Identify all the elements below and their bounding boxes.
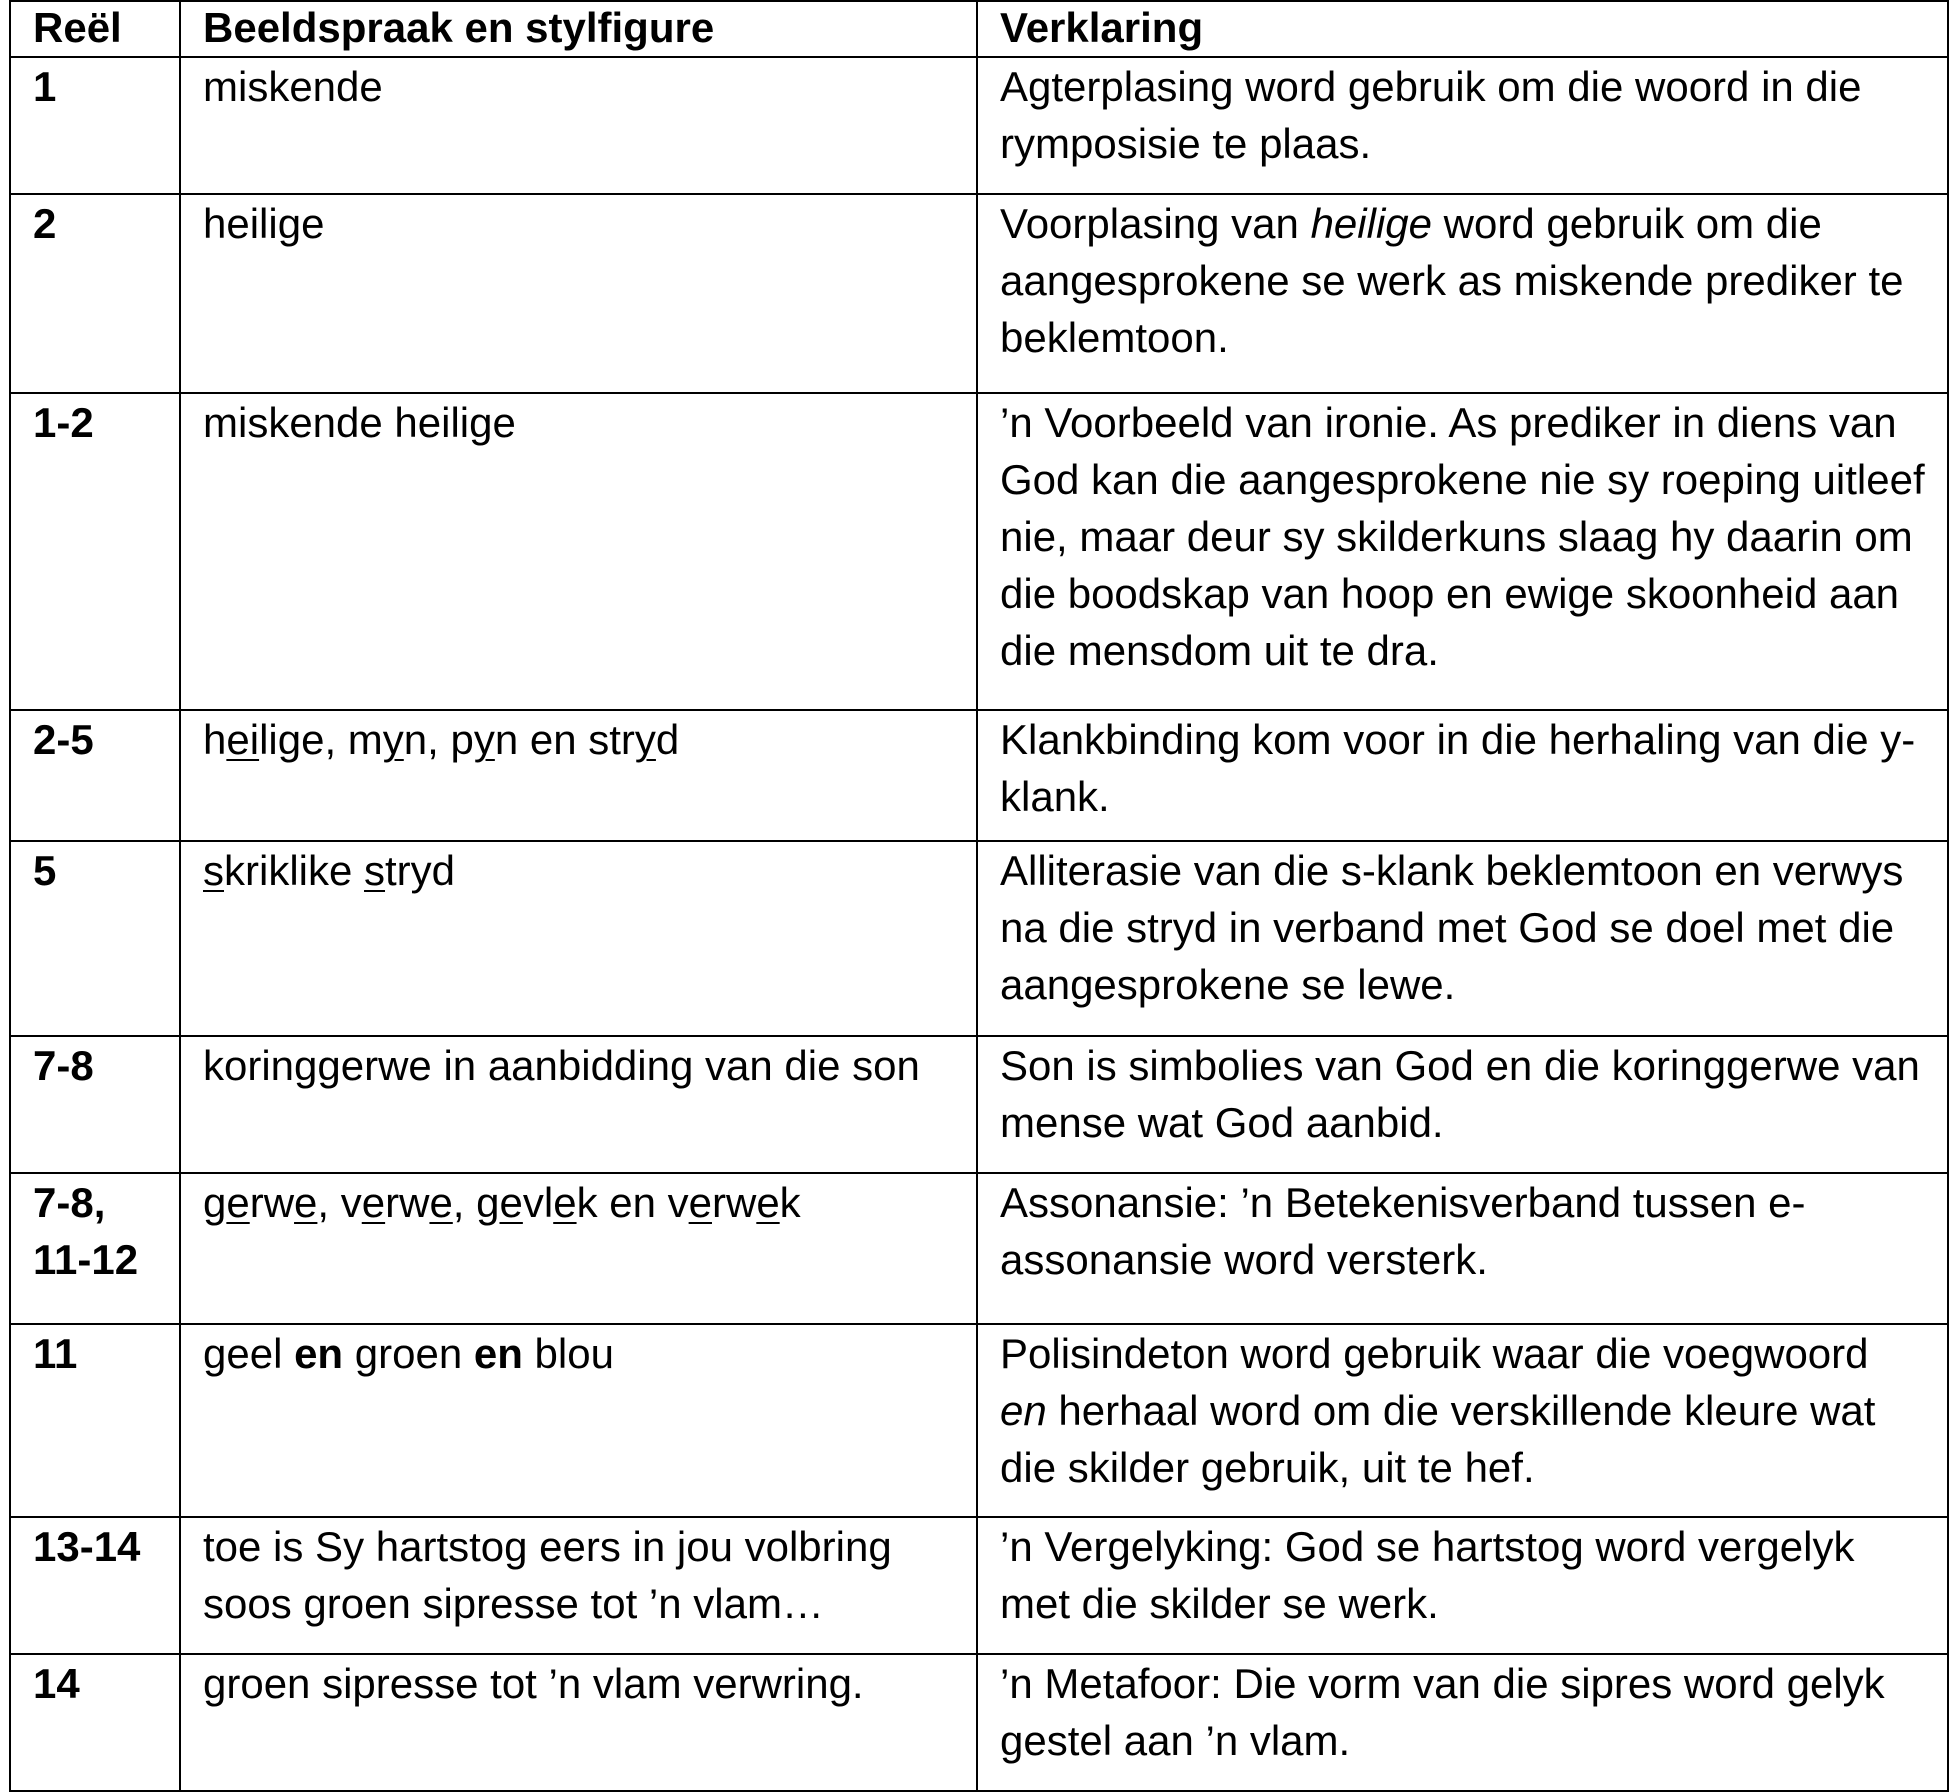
figure-underline: e [294, 1179, 318, 1226]
figure-cell: miskende heilige [180, 393, 977, 710]
table-row [10, 1324, 1948, 1517]
explanation-cell: Agterplasing word gebruik om die woord in die rymposisie te plaas. [977, 57, 1948, 194]
figure-underline: e [429, 1179, 453, 1226]
figure-text: str [588, 716, 635, 763]
table-row [10, 1517, 1948, 1654]
figure-text: , g [452, 1179, 500, 1226]
figure-underline: e [688, 1179, 712, 1226]
figure-cell: heilige [180, 194, 977, 393]
table-row [10, 194, 1948, 393]
figure-text: groen [343, 1330, 474, 1377]
table-row [10, 1036, 1948, 1173]
figure-underline: e [499, 1179, 523, 1226]
table-row [10, 393, 1948, 710]
figure-underline: e [553, 1179, 577, 1226]
explanation-cell [977, 1324, 1948, 1517]
figure-text: rw [385, 1179, 430, 1226]
stylistic-devices-table [9, 0, 1949, 1792]
figure-text: p [450, 716, 474, 763]
explanation-text: Voorplasing van [1000, 200, 1311, 247]
header-figure: Beeldspraak en stylfigure [180, 1, 977, 57]
line-number: 1 [10, 57, 180, 194]
table-row [10, 1654, 1948, 1791]
explanation-text: word gebruik om die aangesprokene se werk as miskende prediker te beklemtoon. [1000, 200, 1904, 361]
line-number: 1-2 [10, 393, 180, 710]
figure-underline: y [634, 716, 656, 763]
line-number: 11 [10, 1324, 180, 1517]
figure-cell [180, 1324, 977, 1517]
explanation-cell: Son is simbolies van God en die koringgerwe van mense wat God aanbid. [977, 1036, 1948, 1173]
explanation-cell [977, 194, 1948, 393]
figure-underline: s [364, 847, 386, 894]
figure-text: g [203, 1179, 227, 1226]
table-header-row [10, 1, 1948, 57]
line-number: 13-14 [10, 1517, 180, 1654]
line-number: 5 [10, 841, 180, 1036]
table-row [10, 841, 1948, 1036]
explanation-cell: Klankbinding kom voor in die herhaling van die y-klank. [977, 710, 1948, 841]
explanation-emphasis: heilige [1310, 200, 1432, 247]
line-number [10, 1173, 180, 1324]
figure-text: n en [494, 716, 589, 763]
figure-text: m [347, 716, 383, 763]
figure-text: h [203, 716, 227, 763]
explanation-cell: Assonansie: ’n Betekenisverband tussen e-assonansie word versterk. [977, 1173, 1948, 1324]
explanation-cell: Alliterasie van die s-klank beklemtoon en verwys na die stryd in verband met God se doel met die aangesprokene se lewe. [977, 841, 1948, 1036]
line-number: 7-8 [10, 1036, 180, 1173]
explanation-text: Polisindeton word gebruik waar die voegwoord [1000, 1330, 1869, 1377]
figure-underline: y [473, 716, 495, 763]
table-row [10, 1173, 1948, 1324]
figure-text: k [779, 1179, 801, 1226]
figure-cell: groen sipresse tot ’n vlam verwring. [180, 1654, 977, 1791]
figure-text: d [655, 716, 680, 763]
figure-underline: y [382, 716, 404, 763]
figure-cell: miskende [180, 57, 977, 194]
figure-bold: en [473, 1330, 523, 1377]
figure-text: kriklike [224, 847, 365, 894]
figure-cell: toe is Sy hartstog eers in jou volbring soos groen sipresse tot ’n vlam… [180, 1517, 977, 1654]
figure-underline: e [361, 1179, 386, 1226]
figure-underline: ei [226, 716, 260, 763]
line-number: 2 [10, 194, 180, 393]
figure-underline: s [203, 847, 224, 894]
header-explanation: Verklaring [977, 1, 1948, 57]
explanation-cell: ’n Voorbeeld van ironie. As prediker in diens van God kan die aangesprokene nie sy roeping uitleef nie, maar deur sy skilderkuns slaag hy daarin om die boodskap van hoop en ewige skoonheid aan die mensdom uit te dra. [977, 393, 1948, 710]
figure-cell: koringgerwe in aanbidding van die son [180, 1036, 977, 1173]
table-row [10, 710, 1948, 841]
figure-underline: e [756, 1179, 780, 1226]
line-number: 2-5 [10, 710, 180, 841]
header-line: Reël [10, 1, 180, 57]
figure-underline: e [226, 1179, 250, 1226]
figure-cell [180, 710, 977, 841]
figure-text: k en v [576, 1179, 689, 1226]
explanation-cell: ’n Metafoor: Die vorm van die sipres word gelyk gestel aan ’n vlam. [977, 1654, 1948, 1791]
figure-text: tryd [385, 847, 456, 894]
figure-text: , v [317, 1179, 362, 1226]
figure-text: blou [522, 1330, 614, 1377]
figure-text: n, [403, 716, 451, 763]
figure-text: lige, [259, 716, 348, 763]
explanation-cell: ’n Vergelyking: God se hartstog word vergelyk met die skilder se werk. [977, 1517, 1948, 1654]
figure-cell [180, 1173, 977, 1324]
figure-text: geel [203, 1330, 295, 1377]
line-number-text: 7-8, 11-12 [33, 1179, 139, 1283]
explanation-emphasis: en [1000, 1387, 1047, 1434]
line-number: 14 [10, 1654, 180, 1791]
figure-cell [180, 841, 977, 1036]
figure-text: vl [522, 1179, 554, 1226]
explanation-text: herhaal word om die verskillende kleure wat die skilder gebruik, uit te hef. [1000, 1387, 1876, 1491]
figure-text: rw [711, 1179, 757, 1226]
figure-text: rw [249, 1179, 295, 1226]
table-row [10, 57, 1948, 194]
figure-bold: en [294, 1330, 344, 1377]
